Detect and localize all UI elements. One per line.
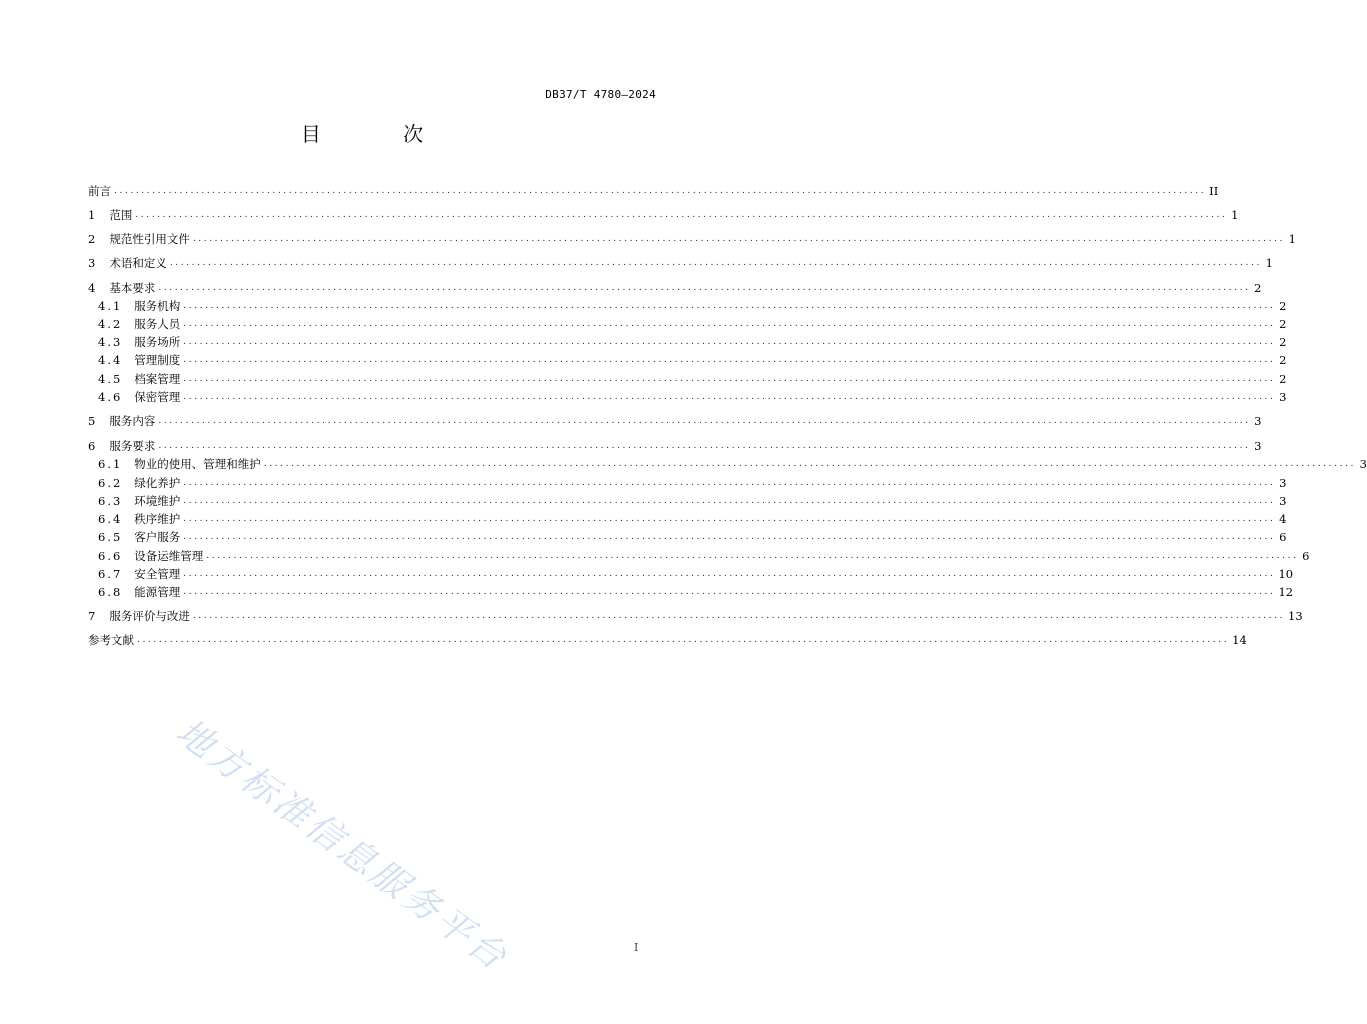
toc-entry-title: 设备运维管理 [134,549,204,563]
toc-entry-title: 绿化养护 [134,476,181,490]
toc-entry-page: 13 [1288,609,1303,623]
toc-entry-page: 4 [1279,512,1287,526]
toc-entry-title: 保密管理 [134,390,181,404]
toc-entry [98,333,1287,351]
toc-entry [98,388,1287,406]
toc-entry-page: II [1209,184,1219,198]
dot-leader: ........................................................................................................................................................................................................ [137,635,1230,645]
toc-entry-number: 6.7 [98,567,123,581]
toc-entry-number: 4.6 [98,390,123,404]
toc-entry-page: 2 [1279,335,1287,349]
toc-entry-number: 6 [88,439,96,453]
toc-entry [88,607,1303,625]
dot-leader: ........................................................................................................................................................................................................ [206,551,1299,561]
toc-entry-page: 3 [1254,439,1262,453]
dot-leader: ........................................................................................................................................................................................................ [158,416,1251,426]
toc-entry-page: 12 [1278,585,1294,599]
toc-entry [98,315,1287,333]
toc-entry-title: 档案管理 [134,372,181,386]
toc-entry [88,230,1296,248]
toc-entry-title: 环境维护 [134,494,181,508]
toc-entry-title: 能源管理 [134,585,181,599]
toc-entry-title: 服务内容 [109,414,156,428]
toc-entry-number: 2 [88,232,96,246]
toc-entry-number: 3 [88,256,96,270]
toc-entry [98,583,1294,601]
toc-entry-title: 服务机构 [134,299,181,313]
toc-entry-title: 规范性引用文件 [109,232,190,246]
toc-entry-page: 1 [1231,208,1239,222]
toc-entry-number: 4.2 [98,317,123,331]
toc-entry-number: 7 [88,609,96,623]
toc-entry-page: 2 [1279,372,1287,386]
dot-leader: ........................................................................................................................................................................................................ [192,611,1285,621]
toc-entry-page: 6 [1279,530,1287,544]
toc-entry-page: 3 [1359,457,1367,471]
toc-entry-number: 6.8 [98,585,123,599]
toc-entry-page: 2 [1254,281,1262,295]
toc-entry-page: 10 [1278,567,1294,581]
toc-entry [88,254,1273,272]
toc-entry-title: 客户服务 [134,530,181,544]
dot-leader: ........................................................................................................................................................................................................ [169,258,1262,268]
toc-entry [98,455,1367,473]
toc-entry-page: 2 [1279,299,1287,313]
dot-leader: ........................................................................................................................................................................................................ [158,441,1251,451]
toc-entry-page: 3 [1279,390,1287,404]
toc-entry-number: 4.5 [98,372,123,386]
toc-entry-title: 物业的使用、管理和维护 [134,457,261,471]
dot-leader: ........................................................................................................................................................................................................ [183,374,1276,384]
watermark: 地方标准信息服务平台 [168,711,516,980]
toc-entry [98,528,1287,546]
toc-entry-title: 基本要求 [109,281,156,295]
toc-entry-page: 1 [1265,256,1273,270]
toc-entry [98,492,1287,510]
dot-leader: ........................................................................................................................................................................................................ [183,532,1276,542]
dot-leader: ........................................................................................................................................................................................................ [183,496,1276,506]
toc-entry-page: 3 [1279,494,1287,508]
toc-entry-number: 6.1 [98,457,123,471]
toc-entry [88,437,1262,455]
dot-leader: ........................................................................................................................................................................................................ [263,459,1356,469]
toc-entry-title: 服务要求 [109,439,156,453]
toc-entry-title: 范围 [109,208,133,222]
toc-entry-number: 6.6 [98,549,123,563]
toc-entry-number: 4 [88,281,96,295]
toc-entry-page: 14 [1232,633,1247,647]
page-number: I [634,941,639,954]
dot-leader: ........................................................................................................................................................................................................ [183,392,1276,402]
toc-entry [88,182,1219,200]
toc-entry-title: 参考文献 [88,633,134,647]
dot-leader: ........................................................................................................................................................................................................ [135,210,1228,220]
toc-entry-page: 3 [1279,476,1287,490]
toc-entry-page: 6 [1302,549,1310,563]
dot-leader: ........................................................................................................................................................................................................ [183,514,1276,524]
toc-entry [98,474,1287,492]
toc-entry-number: 4.1 [98,299,123,313]
toc-entry-page: 3 [1254,414,1262,428]
toc-entry-title: 服务人员 [134,317,181,331]
toc-entry-number: 4.3 [98,335,123,349]
dot-leader: ........................................................................................................................................................................................................ [183,301,1276,311]
toc-entry [98,370,1287,388]
toc-entry-number: 1 [88,208,96,222]
toc-entry-title: 服务评价与改进 [109,609,190,623]
toc-entry-page: 2 [1279,317,1287,331]
toc-entry [98,297,1287,315]
toc-entry-title: 管理制度 [134,353,181,367]
dot-leader: ........................................................................................................................................................................................................ [183,587,1276,597]
toc-entry-number: 6.2 [98,476,123,490]
toc-entry-number: 6.5 [98,530,123,544]
toc-entry-number: 5 [88,414,96,428]
toc-entry-number: 4.4 [98,353,123,367]
toc-entry [88,412,1262,430]
dot-leader: ........................................................................................................................................................................................................ [183,319,1276,329]
toc-entry-title: 服务场所 [134,335,181,349]
toc-entry [88,279,1262,297]
dot-leader: ........................................................................................................................................................................................................ [158,283,1251,293]
toc-entry [88,206,1239,224]
toc-entry-number: 6.4 [98,512,123,526]
toc-entry-title: 安全管理 [134,567,181,581]
page-title: 目 次 [300,122,462,146]
toc-entry-number: 6.3 [98,494,123,508]
toc-entry [98,351,1287,369]
toc-entry-title: 前言 [88,184,111,198]
toc-entry [98,510,1287,528]
toc-entry-page: 2 [1279,353,1287,367]
toc-entry [88,631,1247,649]
toc-entry [98,547,1310,565]
toc-entry [98,565,1294,583]
toc-entry-title: 秩序维护 [134,512,181,526]
dot-leader: ........................................................................................................................................................................................................ [114,186,1207,196]
dot-leader: ........................................................................................................................................................................................................ [183,355,1276,365]
toc-entry-page: 1 [1288,232,1296,246]
document-code: DB37/T 4780—2024 [545,88,656,101]
dot-leader: ........................................................................................................................................................................................................ [183,569,1276,579]
toc-entry-title: 术语和定义 [109,256,167,270]
dot-leader: ........................................................................................................................................................................................................ [183,478,1276,488]
dot-leader: ........................................................................................................................................................................................................ [192,234,1285,244]
dot-leader: ........................................................................................................................................................................................................ [183,337,1276,347]
